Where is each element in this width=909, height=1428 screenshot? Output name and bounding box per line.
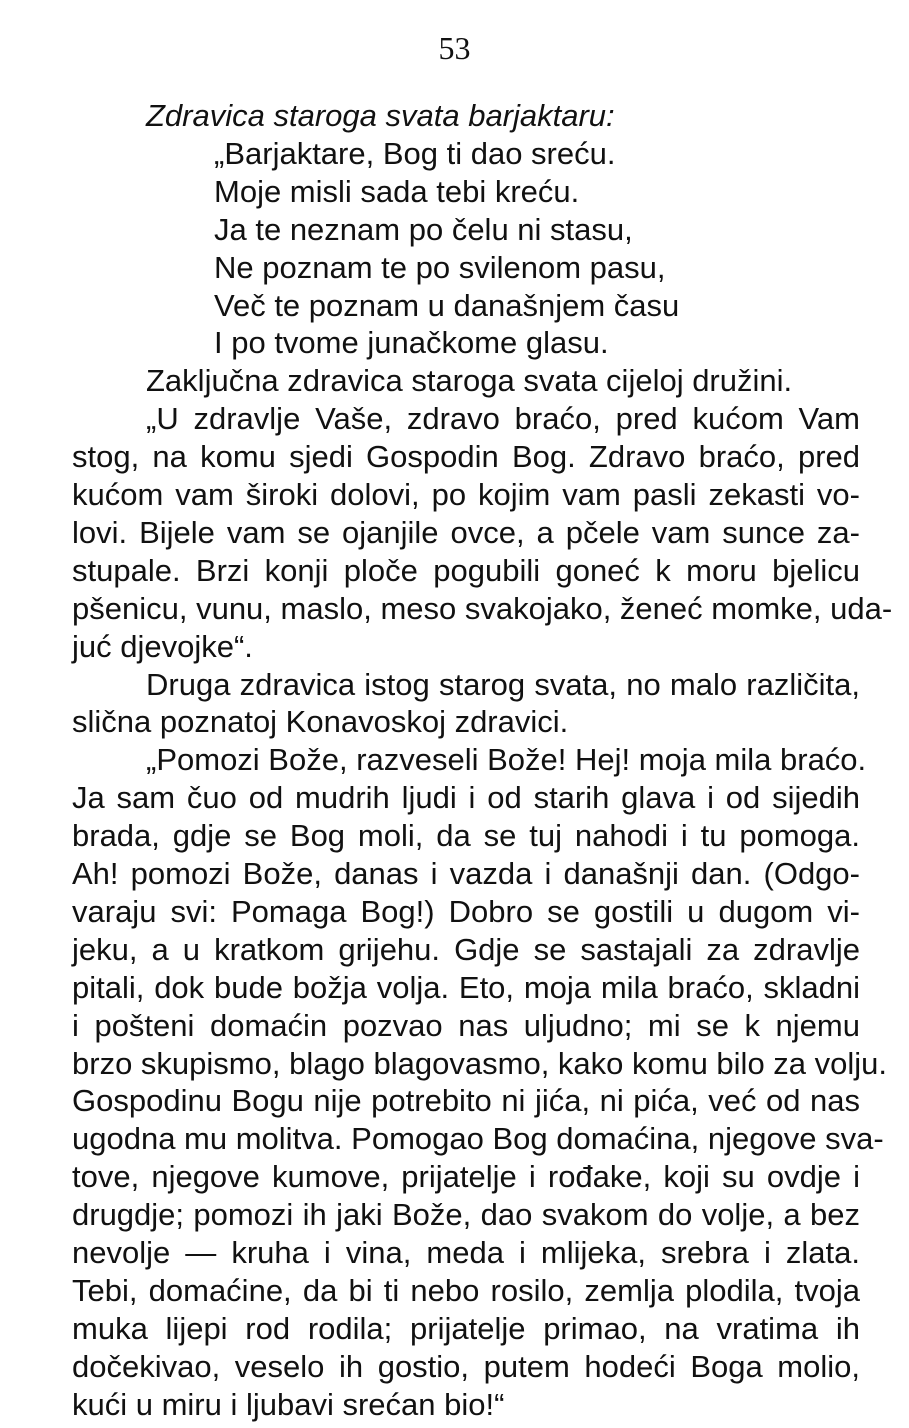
verse-line: Več te poznam u današnjem času — [214, 288, 680, 323]
paragraph-line: tove, njegove kumove, prijatelje i rođake, koji su ovdje i — [72, 1159, 860, 1194]
verse-line: Moje misli sada tebi kreću. — [214, 174, 580, 209]
paragraph-line: brada, gdje se Bog moli, da se tuj nahodi i tu pomoga. — [72, 818, 860, 853]
paragraph-line: pšenicu, vunu, maslo, meso svakojako, ženeć momke, uda- — [72, 591, 893, 626]
paragraph-line: Ja sam čuo od mudrih ljudi i od starih glava i od sijedih — [72, 780, 860, 815]
verse-line: „Barjaktare, Bog ti dao sreću. — [214, 136, 616, 171]
paragraph-line: Ah! pomozi Bože, danas i vazda i današnji dan. (Odgo- — [72, 856, 860, 891]
paragraph-line: varaju svi: Pomaga Bog!) Dobro se gostili u dugom vi- — [72, 894, 860, 929]
paragraph-line: Gospodinu Bogu nije potrebito ni jića, ni pića, već od nas — [72, 1083, 860, 1118]
verse-line: I po tvome junačkome glasu. — [214, 325, 609, 360]
paragraph-line: juć djevojke“. — [72, 629, 253, 664]
paragraph-line: „U zdravlje Vaše, zdravo braćo, pred kućom Vam — [146, 401, 860, 436]
paragraph-line: stupale. Brzi konji ploče pogubili goneć k moru bjelicu — [72, 553, 860, 588]
verse-line: Ja te neznam po čelu ni stasu, — [214, 212, 633, 247]
paragraph-line: slična poznatoj Konavoskoj zdravici. — [72, 704, 569, 739]
paragraph-line: stog, na komu sjedi Gospodin Bog. Zdravo braćo, pred — [72, 439, 860, 474]
paragraph-line: drugdje; pomozi ih jaki Bože, dao svakom do volje, a bez — [72, 1197, 860, 1232]
paragraph-line: jeku, a u kratkom grijehu. Gdje se sastajali za zdravlje — [72, 932, 860, 967]
paragraph-line: lovi. Bijele vam se ojanjile ovce, a pčele vam sunce za- — [72, 515, 860, 550]
paragraph-line: nevolje — kruha i vina, meda i mlijeka, srebra i zlata. — [72, 1235, 860, 1270]
paragraph-line: kući u miru i ljubavi srećan bio!“ — [72, 1387, 505, 1422]
page-number: 53 — [438, 30, 471, 66]
paragraph-line: „Pomozi Bože, razveseli Bože! Hej! moja mila braćo. — [146, 742, 867, 777]
paragraph-line: brzo skupismo, blago blagovasmo, kako komu bilo za volju. — [72, 1046, 888, 1081]
paragraph-line: pitali, dok bude božja volja. Eto, moja mila braćo, skladni — [72, 970, 860, 1005]
paragraph-line: ugodna mu molitva. Pomogao Bog domaćina, njegove sva- — [72, 1121, 884, 1156]
paragraph-line: dočekivao, veselo ih gostio, putem hodeći Boga molio, — [72, 1349, 860, 1384]
paragraph-line: i pošteni domaćin pozvao nas uljudno; mi se k njemu — [72, 1008, 860, 1043]
paragraph-line: Druga zdravica istog starog svata, no malo različita, — [146, 667, 860, 702]
paragraph-line: Tebi, domaćine, da bi ti nebo rosilo, zemlja plodila, tvoja — [72, 1273, 860, 1308]
verse-line: Ne poznam te po svilenom pasu, — [214, 250, 666, 285]
toast-heading: Zdravica staroga svata barjaktaru: — [146, 98, 615, 133]
section-heading: Zaključna zdravica staroga svata cijeloj družini. — [146, 363, 793, 398]
paragraph-line: muka lijepi rod rodila; prijatelje primao, na vratima ih — [72, 1311, 860, 1346]
paragraph-line: kućom vam široki dolovi, po kojim vam pasli zekasti vo- — [72, 477, 860, 512]
